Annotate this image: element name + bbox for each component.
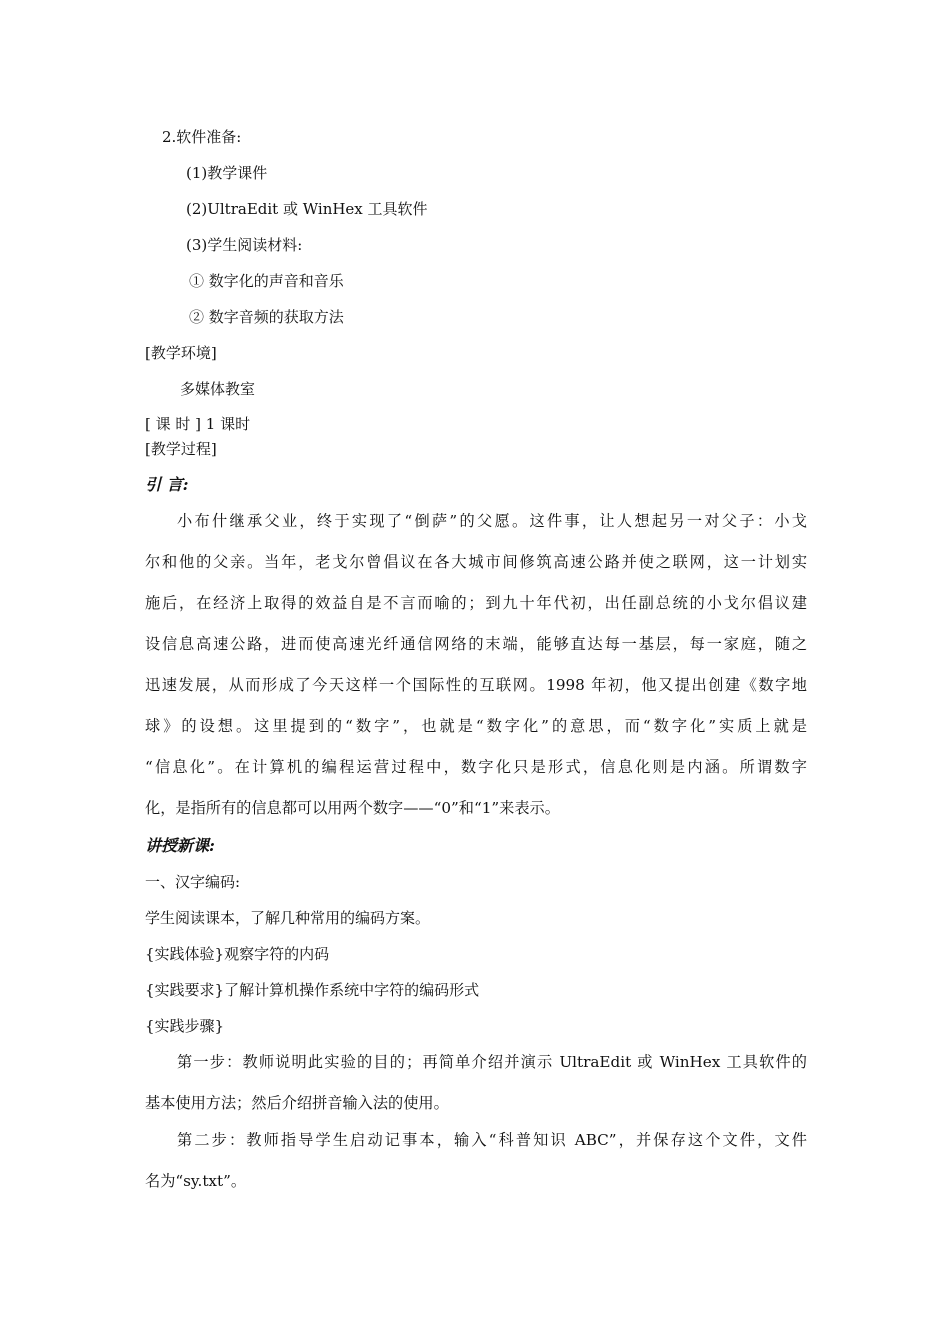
section-1-title: 一、汉字编码: <box>145 873 241 891</box>
step-1-line-2: 基本使用方法；然后介绍拼音输入法的使用。 <box>145 1094 449 1112</box>
software-item-1: (1)教学课件 <box>186 164 268 182</box>
step-1-line-1: 第一步：教师说明此实验的目的；再简单介绍并演示 UltraEdit 或 WinHex 工具软件的 <box>177 1053 807 1071</box>
step-2-line-2: 名为“sy.txt”。 <box>145 1172 247 1190</box>
intro-line-7: “信息化”。在计算机的编程运营过程中，数字化只是形式，信息化则是内涵。所谓数字 <box>145 758 807 776</box>
reading-material-2: ② 数字音频的获取方法 <box>189 308 344 326</box>
environment-value: 多媒体教室 <box>180 380 256 398</box>
intro-line-2: 尔和他的父亲。当年，老戈尔曾倡议在各大城市间修筑高速公路并使之联网，这一计划实 <box>145 553 807 571</box>
step-2-line-1: 第二步：教师指导学生启动记事本，输入“科普知识 ABC”，并保存这个文件，文件 <box>177 1131 807 1149</box>
lesson-heading: 讲授新课: <box>145 836 215 855</box>
practice-steps-heading: {实践步骤} <box>145 1017 225 1035</box>
practice-requirement: {实践要求}了解计算机操作系统中字符的编码形式 <box>145 981 480 999</box>
intro-line-6: 球》的设想。这里提到的“数字”，也就是“数字化”的意思，而“数字化”实质上就是 <box>145 717 807 735</box>
intro-line-5: 迅速发展，从而形成了今天这样一个国际性的互联网。1998 年初，他又提出创建《数字地 <box>145 676 807 694</box>
intro-line-1: 小布什继承父业，终于实现了“倒萨”的父愿。这件事，让人想起另一对父子：小戈 <box>177 512 807 530</box>
environment-heading: [教学环境] <box>145 344 217 362</box>
software-item-3: (3)学生阅读材料: <box>186 236 303 254</box>
reading-instruction: 学生阅读课本，了解几种常用的编码方案。 <box>145 909 431 927</box>
intro-line-8: 化，是指所有的信息都可以用两个数字——“0”和“1”来表示。 <box>145 799 560 817</box>
class-hours: [ 课 时 ] 1 课时 <box>145 415 251 433</box>
process-heading: [教学过程] <box>145 440 217 458</box>
reading-material-1: ① 数字化的声音和音乐 <box>189 272 344 290</box>
intro-heading: 引 言: <box>145 475 189 494</box>
practice-experience: {实践体验}观察字符的内码 <box>145 945 330 963</box>
software-item-2: (2)UltraEdit 或 WinHex 工具软件 <box>186 200 428 218</box>
intro-line-4: 设信息高速公路，进而使高速光纤通信网络的末端，能够直达每一基层，每一家庭，随之 <box>145 635 807 653</box>
intro-line-3: 施后，在经济上取得的效益自是不言而喻的；到九十年代初，出任副总统的小戈尔倡议建 <box>145 594 807 612</box>
software-prep-heading: 2.软件准备: <box>162 128 242 146</box>
